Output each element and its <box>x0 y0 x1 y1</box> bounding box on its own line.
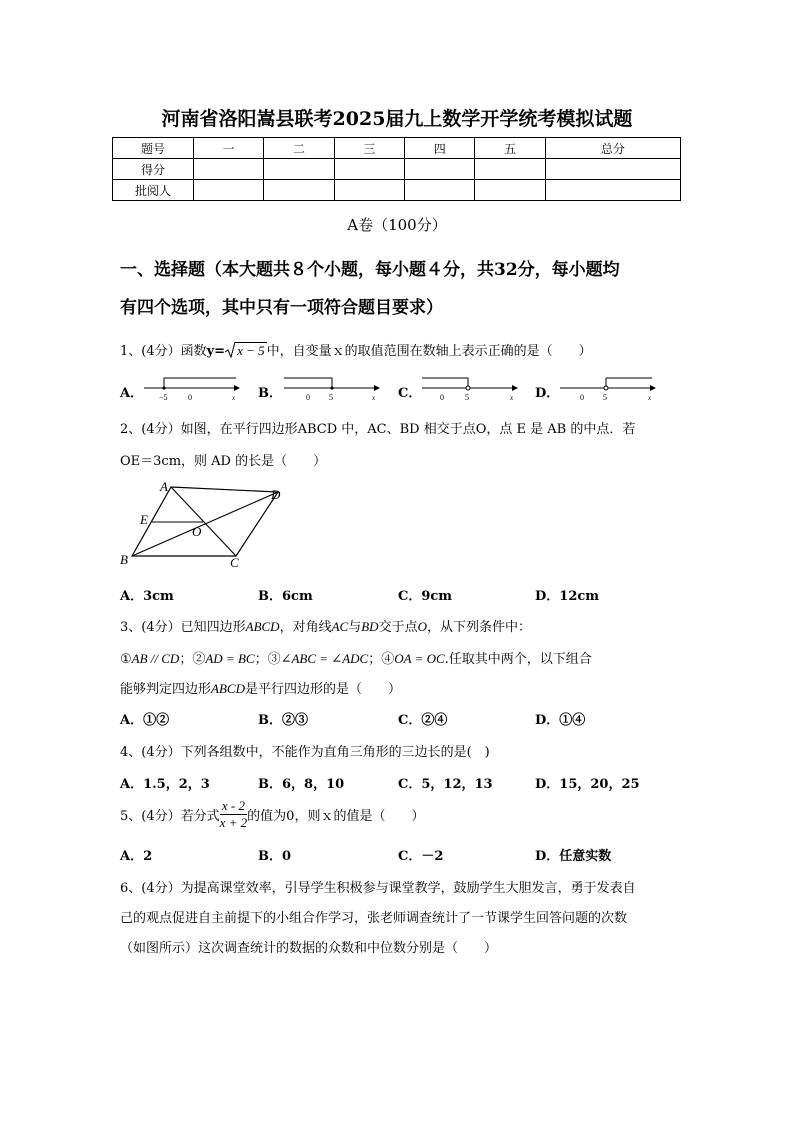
q2-option-b[interactable]: B．6cm <box>258 589 313 604</box>
question-2-line1: 2、(4分）如图，在平行四边形ABCD 中，AC、BD 相交于点O，点 E 是 AB 的中点．若 <box>120 422 636 437</box>
q2-option-d[interactable]: D．12cm <box>535 589 600 604</box>
q2-option-c[interactable]: C．9cm <box>398 589 453 604</box>
axis-x-label: x <box>648 394 652 402</box>
q1-option-c-label[interactable]: C． <box>398 386 422 401</box>
q3-option-b[interactable]: B．②③ <box>258 713 308 728</box>
q1-option-d-numberline[interactable] <box>558 374 658 402</box>
table-header-cell: 四 <box>405 138 475 159</box>
grader-cell[interactable] <box>405 180 475 201</box>
q1-option-a-numberline[interactable] <box>142 374 242 402</box>
question-6-line1: 6、(4分）为提高课堂效率，引导学生积极参与课堂教学，鼓励学生大胆发言，勇于发表自 <box>120 881 636 896</box>
question-5: 5、(4分）若分式 $\frac{x - 2}{x + 2}$ 的值为0，则ｘ的值是（ ） <box>120 798 425 830</box>
q1-option-c-numberline[interactable] <box>420 374 520 402</box>
fraction: $\frac{x - 2}{x + 2}$ <box>219 798 248 830</box>
q4-option-a[interactable]: A．1.5，2，3 <box>120 777 210 792</box>
table-row <box>113 159 681 180</box>
point-o-label: O <box>192 524 202 539</box>
question-6-line3: （如图所示）这次调查统计的数据的众数和中位数分别是（ ） <box>120 941 498 956</box>
question-3-line3: 能够判定四边形ABCD是平行四边形的是（ ） <box>120 681 401 697</box>
grader-cell[interactable] <box>475 180 545 201</box>
q1-option-d-label[interactable]: D． <box>535 386 560 401</box>
question-1: 1、(4分）函数y= x − 5 中，自变量ｘ的取值范围在数轴上表示正确的是（ ） <box>120 343 592 359</box>
point-e-label: E <box>140 512 148 527</box>
q1-option-b-label[interactable]: B． <box>258 386 282 401</box>
q1-option-b-numberline[interactable] <box>282 374 382 402</box>
score-cell[interactable] <box>264 159 334 180</box>
question-4: 4、(4分）下列各组数中，不能作为直角三角形的三边长的是( ) <box>120 745 490 760</box>
q4-option-d[interactable]: D．15，20，25 <box>535 777 640 792</box>
q5-option-c[interactable]: C．－2 <box>398 849 444 864</box>
grader-cell[interactable] <box>264 180 334 201</box>
question-2-line2: OE＝3cm，则 AD 的长是（ ） <box>120 454 327 469</box>
table-header-cell: 总分 <box>545 138 680 159</box>
part1-heading-line2: 有四个选项，其中只有一项符合题目要求） <box>120 298 443 318</box>
table-row-label: 得分 <box>113 159 194 180</box>
q1b-tick: 0 <box>306 393 310 402</box>
table-row <box>113 180 681 201</box>
parallelogram-figure <box>116 478 291 570</box>
table-row-label: 批阅人 <box>113 180 194 201</box>
table-header-cell: 三 <box>334 138 404 159</box>
point-b-label: B <box>120 552 128 567</box>
grader-cell[interactable] <box>334 180 404 201</box>
q4-option-b[interactable]: B．6，8，10 <box>258 777 345 792</box>
q1d-tick: 0 <box>580 393 584 402</box>
q1b-tick: 5 <box>329 393 333 402</box>
question-3-line2: ①AB // CD；②AD = BC；③∠ABC = ∠ADC；④OA = OC.任取其中两个，以下组合 <box>120 651 592 667</box>
table-header-cell: 五 <box>475 138 545 159</box>
q5-option-b[interactable]: B．0 <box>258 849 292 864</box>
score-cell[interactable] <box>475 159 545 180</box>
q3-option-a[interactable]: A．①② <box>120 713 170 728</box>
score-cell[interactable] <box>545 159 680 180</box>
score-cell[interactable] <box>194 159 264 180</box>
question-3-line1: 3、(4分）已知四边形ABCD，对角线AC与BD交于点O，从下列条件中： <box>120 619 531 635</box>
q2-option-a[interactable]: A．3cm <box>120 589 174 604</box>
table-header-cell: 一 <box>194 138 264 159</box>
point-c-label: C <box>230 555 239 570</box>
axis-x-label: x <box>510 394 514 402</box>
q1a-tick: 0 <box>188 393 192 402</box>
q1c-tick: 0 <box>440 393 444 402</box>
table-header-cell: 题号 <box>113 138 194 159</box>
question-6-line2: 己的观点促进自主前提下的小组合作学习，张老师调查统计了一节课学生回答问题的次数 <box>120 911 628 926</box>
q1d-tick: 5 <box>603 393 607 402</box>
sqrt-sign-icon <box>225 341 235 359</box>
q3-option-c[interactable]: C．②④ <box>398 713 448 728</box>
score-table <box>112 137 681 201</box>
axis-x-label: x <box>372 394 376 402</box>
table-header-cell: 二 <box>264 138 334 159</box>
grader-cell[interactable] <box>545 180 680 201</box>
part1-heading-line1: 一、选择题（本大题共８个小题，每小题４分，共32分，每小题均 <box>120 260 620 280</box>
score-cell[interactable] <box>405 159 475 180</box>
page-title: 河南省洛阳嵩县联考2025届九上数学开学统考模拟试题 <box>161 108 633 130</box>
score-cell[interactable] <box>334 159 404 180</box>
point-a-label: A <box>160 479 168 494</box>
q1c-tick: 5 <box>465 393 469 402</box>
q1-option-a-label[interactable]: A． <box>120 386 144 401</box>
q4-option-c[interactable]: C．5，12，13 <box>398 777 493 792</box>
q3-option-d[interactable]: D．①④ <box>535 713 586 728</box>
q1a-tick: −5 <box>159 393 168 402</box>
grader-cell[interactable] <box>194 180 264 201</box>
q5-option-d[interactable]: D．任意实数 <box>535 849 612 864</box>
point-d-label: D <box>271 487 281 502</box>
axis-x-label: x <box>232 394 236 402</box>
table-row <box>113 138 681 159</box>
q5-option-a[interactable]: A．2 <box>120 849 153 864</box>
section-a-heading: A卷（100分） <box>347 216 447 234</box>
